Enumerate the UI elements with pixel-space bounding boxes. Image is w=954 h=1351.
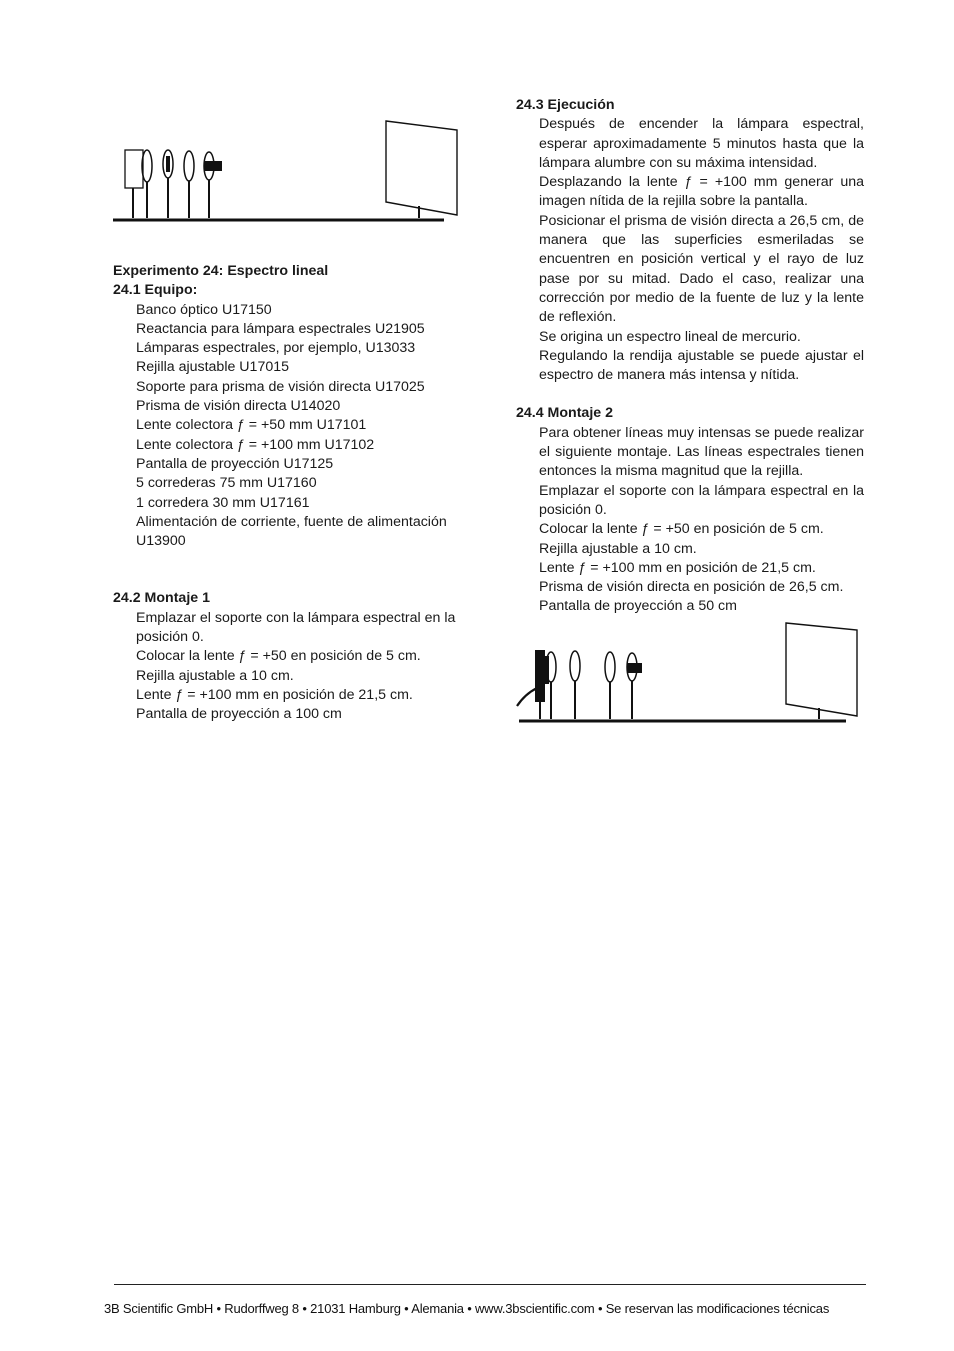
paragraph: Se origina un espectro lineal de mercurio. <box>539 328 801 345</box>
setup-1-illustration <box>111 118 461 230</box>
experiment-title: Experimento 24: Espectro lineal <box>113 263 329 279</box>
setup-1-line: posición 0. <box>136 629 204 646</box>
execution-text <box>516 115 864 385</box>
setup-1-line: Colocar la lente ƒ = +50 en posición de 5 cm. <box>136 648 421 665</box>
paragraph: Posicionar el prisma de visión directa a 26,5 cm, de manera que las superficies esmeriladas se encuentren en posición vertical y el rayo de luz pase por su mitad. Dado el caso, realizar una corrección por medio de la fuente de luz y la lente de reflexión. <box>539 212 864 326</box>
setup-2-illustration <box>515 620 861 730</box>
list-item: U13900 <box>136 533 186 550</box>
paragraph: Prisma de visión directa en posición de 26,5 cm. <box>539 579 844 596</box>
list-item: Soporte para prisma de visión directa U17025 <box>136 378 425 395</box>
list-item: Lente colectora ƒ = +100 mm U17102 <box>136 436 375 453</box>
setup-1-line: Lente ƒ = +100 mm en posición de 21,5 cm. <box>136 686 413 703</box>
list-item: Banco óptico U17150 <box>136 301 272 318</box>
paragraph: Lente ƒ = +100 mm en posición de 21,5 cm. <box>539 559 816 576</box>
list-item: Reactancia para lámpara espectrales U21905 <box>136 320 425 337</box>
list-item: Prisma de visión directa U14020 <box>136 398 341 415</box>
paragraph: Pantalla de proyección a 50 cm <box>539 598 737 615</box>
paragraph: Después de encender la lámpara espectral, esperar aproximadamente 5 minutos hasta que la lámpara alumbre con su máxima intensidad. <box>539 116 864 171</box>
setup-1-line: Rejilla ajustable a 10 cm. <box>136 667 294 684</box>
setup-2-text <box>516 424 864 617</box>
list-item: Alimentación de corriente, fuente de alimentación <box>136 513 447 530</box>
setup-1-heading: 24.2 Montaje 1 <box>113 590 210 607</box>
setup-1-line: Pantalla de proyección a 100 cm <box>136 706 342 723</box>
list-item: Rejilla ajustable U17015 <box>136 359 290 376</box>
equipment-list <box>113 301 463 552</box>
right-column <box>516 96 864 617</box>
execution-heading: 24.3 Ejecución <box>516 97 615 113</box>
paragraph: Rejilla ajustable a 10 cm. <box>539 540 697 557</box>
paragraph: Para obtener líneas muy intensas se puede realizar el siguiente montaje. Las líneas espectrales tienen entonces la misma magnitud que la rejilla. <box>539 424 864 480</box>
equipment-heading: 24.1 Equipo: <box>113 282 198 299</box>
footer-text: 3B Scientific GmbH • Rudorffweg 8 • 21031 Hamburg • Alemania • www.3bscientific.com • Se reservan las modificaciones técnicas <box>104 1301 830 1316</box>
paragraph: Regulando la rendija ajustable se puede ajustar el espectro de manera más intensa y nítida. <box>539 347 864 384</box>
paragraph: Desplazando la lente ƒ = +100 mm generar una imagen nítida de la rejilla sobre la pantalla. <box>539 174 864 210</box>
footer-divider <box>114 1284 866 1285</box>
setup-1-line: Emplazar el soporte con la lámpara espectral en la <box>136 609 456 626</box>
list-item: Lente colectora ƒ = +50 mm U17101 <box>136 417 367 434</box>
setup-1-text <box>113 609 463 725</box>
list-item: 1 corredera 30 mm U17161 <box>136 494 310 511</box>
list-item: Pantalla de proyección U17125 <box>136 455 334 472</box>
left-column <box>113 262 463 725</box>
setup-2-heading: 24.4 Montaje 2 <box>516 405 613 422</box>
list-item: Lámparas espectrales, por ejemplo, U13033 <box>136 340 416 357</box>
list-item: 5 correderas 75 mm U17160 <box>136 475 317 492</box>
paragraph: Emplazar el soporte con la lámpara espectral en la posición 0. <box>539 482 864 518</box>
paragraph: Colocar la lente ƒ = +50 en posición de 5 cm. <box>539 521 824 538</box>
